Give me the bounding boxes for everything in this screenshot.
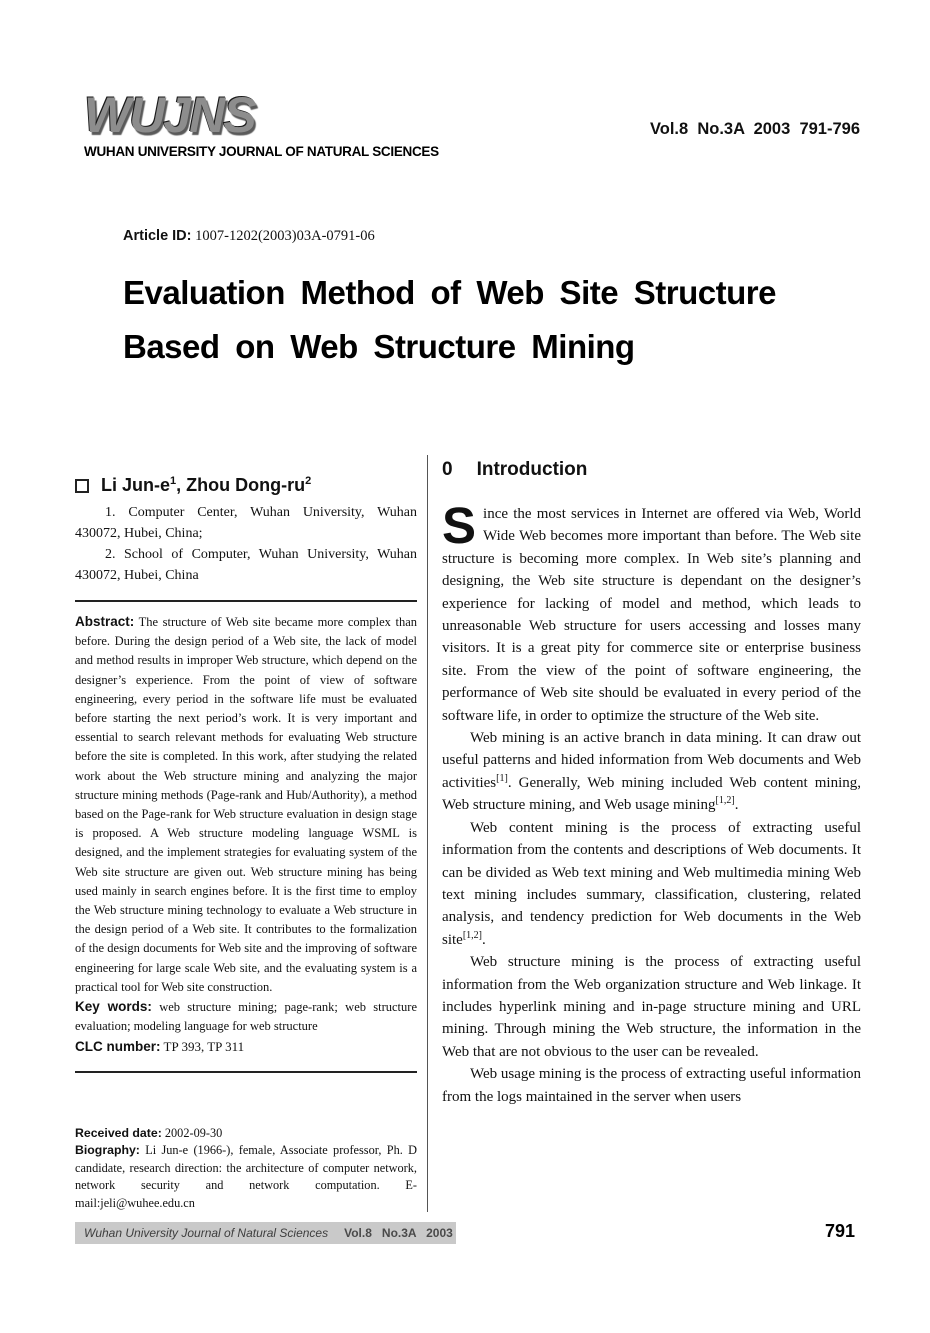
article-id-value: 1007-1202(2003)03A-0791-06 [195, 228, 375, 244]
intro-paragraph-2: Web mining is an active branch in data mining. It can draw out useful patterns and hided information from Web documents and Web activities[1]. Generally, Web mining included Web content mining, Web structure mining, and Web usage mining[1,2]. [442, 730, 861, 814]
issue-info: Vol.8 No.3A 2003 791-796 [649, 120, 860, 138]
intro-paragraph-4: Web structure mining is the process of extracting useful information from the Web organization structure and Web linkage. It includes hyperlink mining and in-page structure mining and URL mining. Through mining the Web structure, the information in the Web that are not obvious to the user can be revealed. [442, 954, 861, 1060]
abstract [75, 612, 417, 997]
journal-name: WUHAN UNIVERSITY JOURNAL OF NATURAL SCIENCES [84, 144, 439, 159]
footer-bar [75, 1222, 456, 1244]
intro-paragraph-1-text: ince the most services in Internet are offered via Web, World Wide Web becomes more important than before. The Web site structure is becoming more complex. In Web site’s planning and designing, the Web site structure is dependant on the designer’s experience for lacking of model and method, which leads to unreasonable Web structure for users accessing and losses many visitors. It is a great pity for commerce site or enterprise business site. From the view of the point of software engineering, the performance of Web site should be evaluated in every period of the software life, in order to optimize the structure of the Web site. [442, 506, 861, 724]
page-header [84, 87, 439, 159]
article-title-line1: Evaluation Method of Web Site Structure [123, 274, 776, 311]
intro-paragraph-3: Web content mining is the process of extracting useful information from the contents and descriptions of Web documents. It can be divided as Web text mining and Web multimedia mining Web text mining includes summary, classification, clustering, related analysis, and tendency prediction for Web documents in the Web site[1,2]. [442, 819, 861, 948]
author-names: Li Jun-$e^1$, Zhou Dong-$ru^2$ [101, 475, 312, 495]
page-number: 791 [824, 1221, 855, 1241]
keywords-label: Key words: [75, 999, 152, 1015]
section-title: Introduction [476, 459, 588, 480]
clc-label: CLC number: [75, 1039, 161, 1055]
intro-paragraph-1 [442, 497, 861, 727]
article-id-label: Article ID: [123, 228, 192, 244]
article-body [75, 455, 861, 1212]
left-column [75, 455, 428, 1212]
author-line [75, 475, 417, 496]
divider-rule-bottom [75, 1071, 417, 1073]
biography-label: Biography: [75, 1143, 140, 1158]
article-id [123, 228, 375, 245]
dropcap-letter: S [442, 497, 477, 554]
biography [75, 1142, 417, 1212]
clc-text: TP 393, TP 311 [160, 1039, 245, 1055]
keywords-text: web structure mining; page-rank; web structure evaluation; modeling language for web structure [75, 1000, 417, 1034]
received-biography-block [75, 1125, 417, 1213]
checkbox-icon [75, 479, 89, 493]
divider-rule-top [75, 600, 417, 602]
journal-logo: WUJNS [84, 87, 255, 143]
keywords [75, 997, 417, 1036]
footer-journal-name: Wuhan University Journal of Natural Sciences [84, 1226, 329, 1240]
right-column [428, 455, 861, 1212]
received-date-label: Received date: [75, 1125, 162, 1140]
intro-paragraph-5: Web usage mining is the process of extracting useful information from the logs maintained in the server when users [442, 1066, 861, 1105]
biography-text: Li Jun-e (1966-), female, Associate professor, Ph. D candidate, research direction: the architecture of computer network, network security and network computation. E-mail:jeli@wuhee.edu.cn [75, 1143, 417, 1210]
section-number: 0 [442, 459, 453, 480]
abstract-text: The structure of Web site became more complex than before. During the design period of a Web site, the lack of model and method results in improper Web structure, which depend on the designer’s experience. From the point of view of software engineering, every period in the software life must be evaluated before starting the next period’s work. It is very important and essential to search relevant methods for evaluating Web structure before the site is completed. In this work, after studying the related work about the Web structure mining and analyzing the major structure mining methods (Page-rank and Hub/Authority), a method based on the Page-rank for Web structure evaluation in design stage is proposed. A Web structure modeling language WSML is designed, and the implement strategies for evaluating system of the Web site structure are given out. Web structure mining has being used mainly in search engines before. It is the first time to employ the Web structure mining technology to evaluate a Web structure in the design period of a Web site. It contributes to the formalization of the design documents for Web site and the improving of software engineering for large scale Web site, and the evaluating system is a practical tool for Web site construction. [75, 615, 417, 994]
clc-number [75, 1037, 417, 1056]
affiliation-2: 2. School of Computer, Wuhan University, Wuhan 430072, Hubei, China [75, 547, 417, 583]
article-title [123, 266, 843, 374]
abstract-label: Abstract: [75, 614, 135, 629]
received-date-text: 2002-09-30 [161, 1125, 223, 1140]
received-date [75, 1125, 417, 1143]
footer-issue-info: Vol.8 No.3A 2003 [344, 1226, 453, 1240]
section-heading-introduction [442, 459, 861, 481]
affiliation-1: 1. Computer Center, Wuhan University, Wuhan 430072, Hubei, China; [75, 505, 417, 541]
article-title-line2: Based on Web Structure Mining [123, 328, 635, 365]
